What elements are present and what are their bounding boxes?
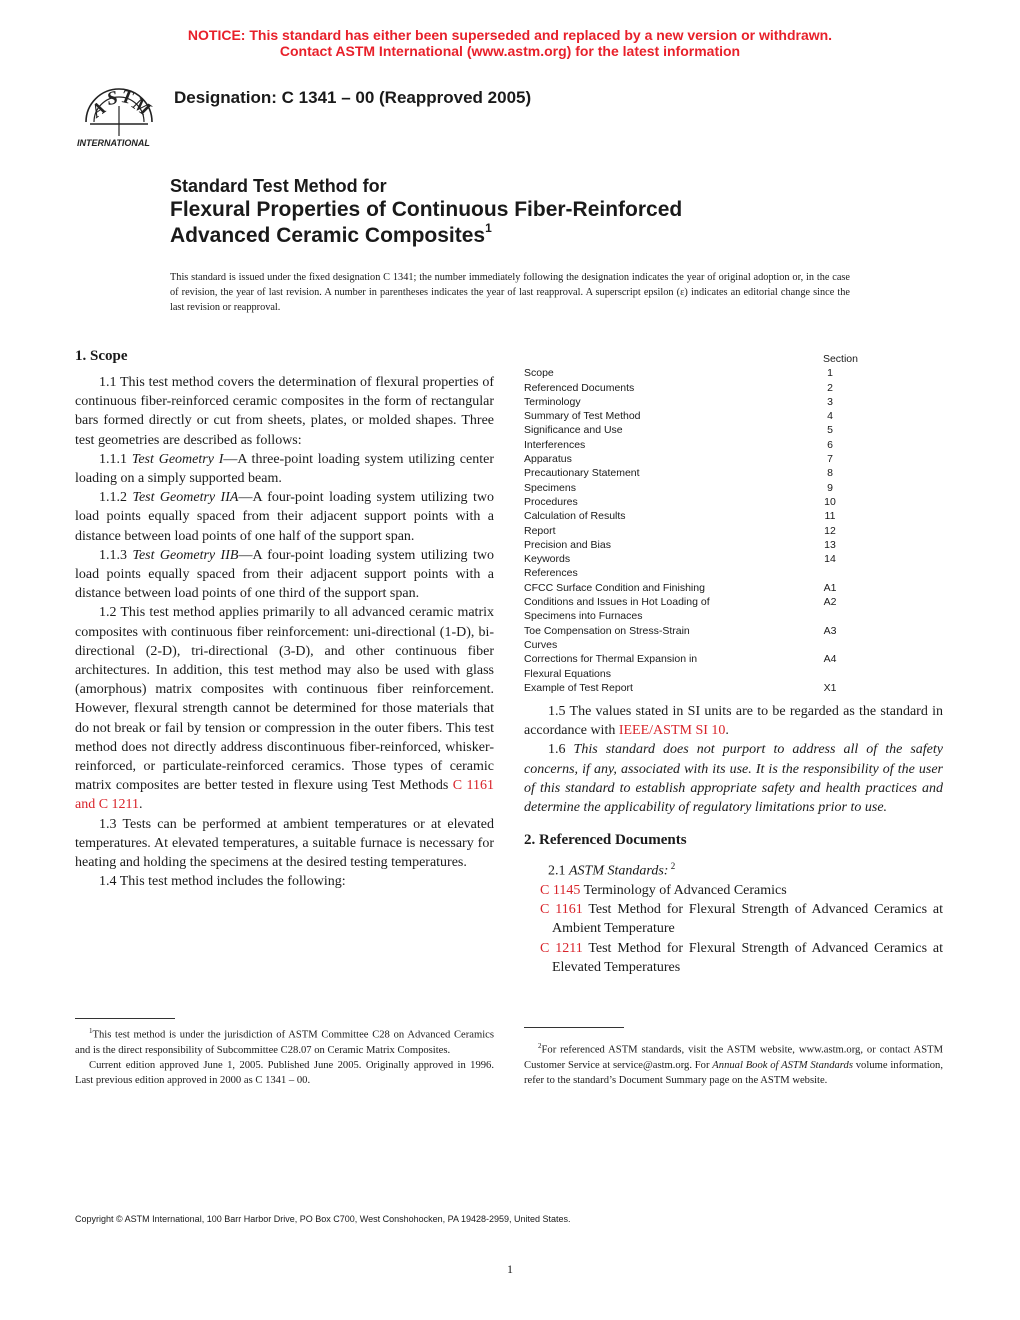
astm-logo-icon bbox=[76, 78, 162, 150]
para-1-1-2-text: —A four-point loading system utilizing two load points equally spaced from their adjacent support points with a distance between load points of one half of the support span. bbox=[75, 490, 494, 544]
contents-row-section bbox=[774, 667, 860, 681]
link-ieee-astm-si10[interactable]: IEEE/ASTM SI 10 bbox=[618, 723, 726, 739]
notice-line-1: NOTICE: This standard has either been superseded and replaced by a new version or withdrawn. bbox=[187, 27, 833, 43]
title-line-3-text: Advanced Ceramic Composites bbox=[170, 224, 486, 247]
contents-row-section: 12 bbox=[824, 524, 836, 537]
contents-row-title: Toe Compensation on Stress-Strain bbox=[524, 624, 690, 637]
para-1-3: 1.3 Tests can be performed at ambient temperatures or at elevated temperatures. At elevated temperatures, a suitable furnace is necessary for heating and holding the specimens at the desired testing temperatures. bbox=[75, 816, 494, 871]
contents-row bbox=[524, 495, 860, 509]
copyright: Copyright © ASTM International, 100 Barr Harbor Drive, PO Box C700, West Conshohocken, PA 19428-2959, United States. bbox=[75, 1214, 571, 1224]
contents-row-section: 3 bbox=[827, 395, 833, 408]
contents-row-title: Terminology bbox=[524, 395, 581, 408]
contents-row bbox=[524, 481, 860, 495]
contents-row-section: 4 bbox=[827, 410, 833, 423]
contents-row bbox=[524, 638, 860, 652]
para-1-1-3-num: 1.1.3 bbox=[99, 547, 133, 563]
para-1-5-text: 1.5 The values stated in SI units are to be regarded as the standard in accordance with bbox=[524, 704, 943, 739]
contents-row-section: 13 bbox=[824, 538, 836, 551]
contents-row bbox=[524, 366, 860, 380]
contents-list bbox=[524, 352, 860, 695]
para-2-1 bbox=[524, 857, 943, 881]
contents-row bbox=[524, 466, 860, 480]
para-1-1-1-text: —A three-point loading system utilizing center loading on a simply supported beam. bbox=[75, 451, 494, 487]
para-2-1-num: 2.1 bbox=[548, 863, 569, 879]
footnote-rule-right bbox=[524, 1027, 624, 1028]
contents-row-title: Corrections for Thermal Expansion in bbox=[524, 653, 698, 666]
contents-row-section: A4 bbox=[823, 653, 837, 666]
contents-row-section: 6 bbox=[827, 438, 833, 451]
contents-row bbox=[524, 652, 860, 666]
para-1-6 bbox=[524, 740, 943, 817]
contents-row-title: Significance and Use bbox=[524, 424, 623, 437]
para-1-1-1 bbox=[75, 450, 494, 488]
contents-row-section: 8 bbox=[827, 467, 833, 480]
para-1-1-2-term: Test Geometry IIA bbox=[132, 490, 239, 506]
contents-row bbox=[524, 624, 860, 638]
para-1-1: 1.1 This test method covers the determination of flexural properties of continuous fiber-reinforced ceramic composites in the form of rectangular bars formed directly or cut from sheets, plates, or molded shapes. Three test geometries are described as follows: bbox=[75, 375, 494, 448]
contents-row-section bbox=[774, 566, 860, 580]
contents-row-section: 11 bbox=[824, 510, 836, 523]
contents-row bbox=[524, 452, 860, 466]
para-1-1-1-term: Test Geometry I bbox=[131, 451, 224, 467]
contents-row-section: 10 bbox=[824, 495, 836, 508]
contents-row-section bbox=[774, 638, 860, 652]
contents-row-title: Calculation of Results bbox=[524, 510, 626, 523]
designation: Designation: C 1341 – 00 (Reapproved 2005) bbox=[174, 88, 532, 107]
para-1-6-num: 1.6 bbox=[548, 742, 574, 758]
contents-row bbox=[524, 609, 860, 623]
contents-row-section: A1 bbox=[823, 581, 837, 594]
ref-item-c1145 bbox=[524, 881, 943, 900]
para-1-2 bbox=[75, 603, 494, 814]
contents-row-section bbox=[774, 609, 860, 623]
ref-code-c1161[interactable]: C 1161 bbox=[540, 902, 583, 918]
ref-text-c1145: Terminology of Advanced Ceramics bbox=[580, 883, 787, 899]
para-1-1-3-text: —A four-point loading system utilizing two load points equally spaced from their adjacent support points with a distance between load points of one third of the support span. bbox=[75, 547, 494, 602]
contents-row bbox=[524, 681, 860, 695]
contents-row-title: Procedures bbox=[524, 495, 578, 508]
contents-row-title: Specimens into Furnaces bbox=[524, 610, 643, 623]
contents-row-title: Curves bbox=[524, 638, 558, 651]
contents-row-section: X1 bbox=[823, 681, 837, 694]
astm-logo bbox=[76, 78, 162, 150]
contents-row bbox=[524, 423, 860, 437]
footnote-2-text-b: volume information, refer to the standard’s Document Summary page on the ASTM website. bbox=[524, 1059, 943, 1086]
contents-row-section: A2 bbox=[823, 596, 837, 609]
link-c1161-c1211[interactable]: C 1161 and C 1211 bbox=[75, 778, 494, 813]
svg-text:S: S bbox=[105, 87, 120, 111]
ref-item-c1161 bbox=[524, 900, 943, 938]
para-1-1-1-num: 1.1.1 bbox=[99, 451, 132, 467]
contents-row bbox=[524, 538, 860, 552]
contents-header: Section bbox=[822, 353, 858, 365]
para-2-1-footnote-mark: 2 bbox=[668, 861, 676, 872]
contents-row bbox=[524, 395, 860, 409]
contents-row-title: Specimens bbox=[524, 481, 576, 494]
contents-row bbox=[524, 667, 860, 681]
contents-row-title: Conditions and Issues in Hot Loading of bbox=[524, 596, 710, 609]
notice-line-2: Contact ASTM International (www.astm.org) for the latest information bbox=[279, 43, 741, 59]
contents-row-title: Referenced Documents bbox=[524, 381, 635, 394]
contents-row-section: 5 bbox=[827, 424, 833, 437]
footnote-2-para bbox=[524, 1039, 943, 1088]
footnote-rule-left bbox=[75, 1018, 175, 1019]
section-heading-referenced-documents: 2. Referenced Documents bbox=[524, 832, 687, 849]
svg-text:T: T bbox=[119, 85, 135, 109]
contents-row-section: 9 bbox=[827, 481, 833, 494]
contents-row-title: CFCC Surface Condition and Finishing bbox=[524, 581, 705, 594]
footnote-1-text: This test method is under the jurisdiction of ASTM Committee C28 on Advanced Ceramics and is the direct responsibility of Subcommittee C28.07 on Ceramic Matrix Composites. bbox=[75, 1029, 494, 1056]
footnote-1-para bbox=[75, 1024, 494, 1058]
footnote-1 bbox=[75, 1024, 494, 1088]
svg-text:A: A bbox=[87, 97, 111, 123]
contents-row-title: Precautionary Statement bbox=[524, 467, 640, 480]
para-1-5 bbox=[524, 702, 943, 740]
contents-row-section: 2 bbox=[827, 381, 833, 394]
title-line-2: Flexural Properties of Continuous Fiber-Reinforced bbox=[170, 198, 683, 221]
ref-code-c1145[interactable]: C 1145 bbox=[540, 883, 581, 899]
title-line-3 bbox=[170, 223, 870, 248]
contents-row-section: 1 bbox=[827, 367, 833, 380]
contents-row-title: References bbox=[524, 567, 578, 580]
footnote-2-mark: 2 bbox=[538, 1042, 542, 1050]
footnote-2-text-a: For referenced ASTM standards, visit the ASTM website, www.astm.org, or contact ASTM Customer Service at service@astm.org. For bbox=[524, 1044, 943, 1071]
contents-row bbox=[524, 566, 860, 580]
title-line-1: Standard Test Method for bbox=[170, 176, 387, 196]
contents-row-title: Flexural Equations bbox=[524, 667, 611, 680]
page-number: 1 bbox=[507, 1262, 513, 1276]
para-1-6-text: This standard does not purport to address all of the safety concerns, if any, associated with its use. It is the responsibility of the user of this standard to establish appropriate safety and health practices and determine the applicability of regulatory limitations prior to use. bbox=[524, 742, 944, 816]
contents-row-title: Scope bbox=[524, 367, 554, 380]
contents-rows bbox=[524, 366, 860, 695]
left-column bbox=[75, 346, 494, 891]
ref-text-c1211: Test Method for Flexural Strength of Advanced Ceramics at Elevated Temperatures bbox=[552, 940, 943, 975]
title-footnote-mark: 1 bbox=[485, 221, 492, 235]
contents-row bbox=[524, 595, 860, 609]
ref-text-c1161: Test Method for Flexural Strength of Advanced Ceramics at Ambient Temperature bbox=[552, 902, 943, 937]
footnote-1-edition: Current edition approved June 1, 2005. Published June 2005. Originally approved in 1996. Last previous edition approved in 2000 as C 1341 – 00. bbox=[75, 1059, 494, 1086]
intro-paragraph: This standard is issued under the fixed designation C 1341; the number immediately following the designation indicates the year of original adoption or, in the case of revision, the year of last revision. A number in parentheses indicates the year of last reapproval. A superscript epsilon (ε) indicates an editorial change since the last revision or reapproval. bbox=[170, 272, 850, 313]
para-1-5-end: . bbox=[725, 723, 729, 739]
contents-row bbox=[524, 381, 860, 395]
contents-row-section: 7 bbox=[827, 453, 833, 466]
para-1-2-end: . bbox=[139, 797, 143, 813]
footnote-2-italic: Annual Book of ASTM Standards bbox=[712, 1059, 853, 1071]
contents-row-title: Report bbox=[524, 524, 556, 537]
contents-row-title: Apparatus bbox=[524, 453, 572, 466]
contents-row-title: Precision and Bias bbox=[524, 538, 611, 551]
contents-row-section: 14 bbox=[824, 553, 836, 566]
contents-row bbox=[524, 509, 860, 523]
para-1-4: 1.4 This test method includes the following: bbox=[99, 874, 346, 890]
para-2-1-term: ASTM Standards: bbox=[569, 863, 669, 879]
contents-row bbox=[524, 438, 860, 452]
section-heading-scope: 1. Scope bbox=[75, 348, 128, 364]
logo-subtext: INTERNATIONAL bbox=[77, 138, 150, 148]
contents-row-section: A3 bbox=[823, 624, 837, 637]
contents-row-title: Summary of Test Method bbox=[524, 410, 641, 423]
para-1-1-2 bbox=[75, 488, 494, 546]
contents-row bbox=[524, 409, 860, 423]
ref-item-c1211 bbox=[524, 939, 943, 977]
para-1-1-3-term: Test Geometry IIB bbox=[132, 547, 239, 563]
contents-row bbox=[524, 524, 860, 538]
para-1-1-2-num: 1.1.2 bbox=[99, 490, 133, 506]
para-1-2-text: 1.2 This test method applies primarily to all advanced ceramic matrix composites with continuous fiber reinforcement: uni-directional (1-D), bi-directional (2-D), tri-directional (3-D), and other continuous fiber architectures. In addition, this test method may also be used with glass (amorphous) matrix composites with continuous fiber reinforcement. However, flexural strength cannot be determined for those materials that do not break or fail by tension or compression in the outer fibers. This test method does not directly address discontinuous fiber-reinforced, whisker-reinforced, or particulate-reinforced ceramics. Those types of ceramic matrix composites are better tested in flexure using Test Methods bbox=[75, 605, 494, 794]
contents-row-title: Interferences bbox=[524, 438, 586, 451]
contents-row-title: Keywords bbox=[524, 553, 571, 566]
footnote-2 bbox=[524, 1039, 943, 1088]
contents-row-title: Example of Test Report bbox=[524, 681, 633, 694]
svg-text:M: M bbox=[128, 93, 155, 121]
para-1-1-3 bbox=[75, 546, 494, 604]
ref-code-c1211[interactable]: C 1211 bbox=[540, 940, 583, 956]
contents-row bbox=[524, 552, 860, 566]
contents-row bbox=[524, 581, 860, 595]
footnote-1-mark: 1 bbox=[89, 1027, 93, 1035]
right-column bbox=[524, 702, 943, 977]
